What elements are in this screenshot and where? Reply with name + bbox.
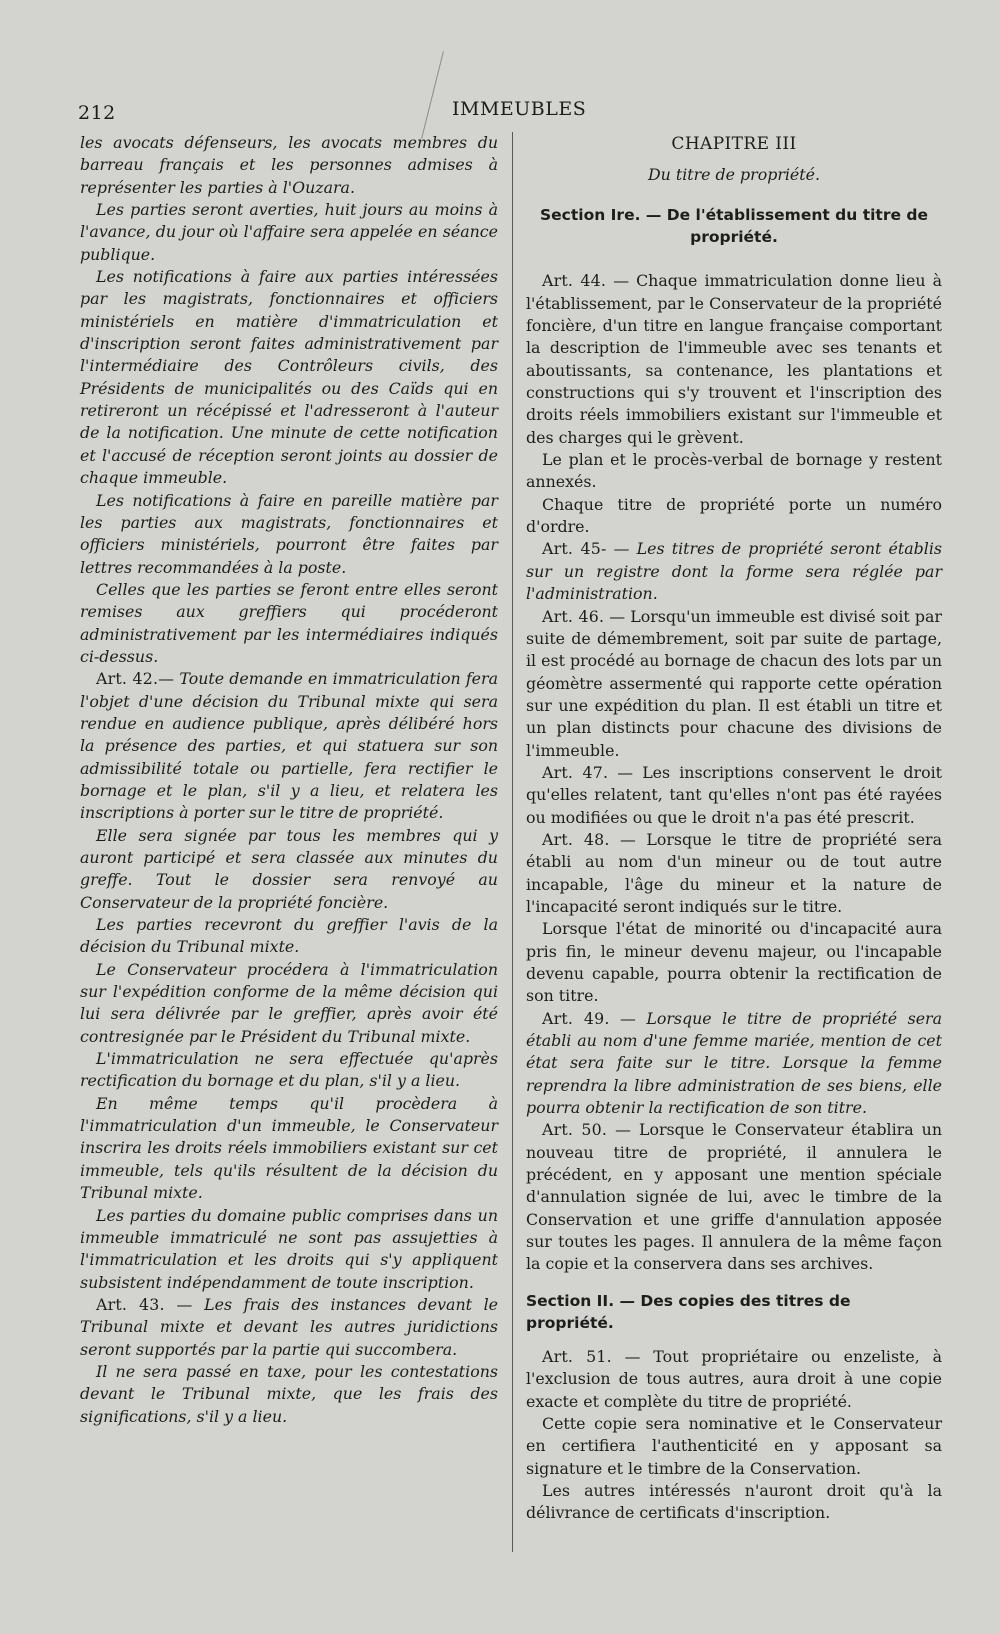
paragraph: [80, 668, 498, 824]
paragraph: [80, 199, 498, 266]
paragraph-text: — Chaque immatriculation donne lieu à l'établissement, par le Conservateur de la propriété foncière, d'un titre en langue française comportant la description de l'immeuble avec ses tenants et aboutissants, sa contenance, les plantations et constructions qui s'y trouvent et l'inscription des droits réels immobiliers existant sur l'immeuble et des charges qui le grèvent.: [526, 271, 942, 447]
article-label: Art. 51.: [542, 1346, 612, 1366]
paragraph-text: Les parties seront averties, huit jours au moins à l'avance, du jour où l'affaire sera appelée en séance publique.: [80, 200, 498, 264]
chapter-title: CHAPITRE III: [671, 134, 797, 154]
paragraph: [80, 490, 498, 579]
paragraph-text: — Les titres de propriété seront établis sur un registre dont la forme sera réglée par l'administration.: [526, 539, 942, 604]
section-heading: Section Ire. — De l'établissement du titre de propriété.: [540, 206, 928, 247]
paragraph: [80, 1093, 498, 1205]
paragraph: [80, 1048, 498, 1093]
paragraph-text: — Lorsque le titre de propriété sera établi au nom d'une femme mariée, mention de cet état sera faite sur le titre. Lorsque la femme reprendra la libre administration de ses biens, elle pourra obtenir la rectification de son titre.: [526, 1008, 943, 1118]
paragraph: [526, 1119, 942, 1275]
paragraph-text: — Les inscriptions conservent le droit qu'elles relatent, tant qu'elles n'ont pas été rayées ou modifiées ou que le droit n'a pas été prescrit.: [526, 762, 942, 827]
paragraph-text: Les autres intéressés n'auront droit qu'à la délivrance de certificats d'inscription.: [526, 1480, 942, 1523]
article-label: Art. 43. —: [96, 1294, 193, 1314]
paragraph: [526, 606, 942, 762]
paragraph-text: Les notifications à faire en pareille matière par les parties aux magistrats, fonctionnaires et officiers ministériels, pourront être faites par lettres recommandées à la poste.: [80, 490, 498, 577]
paragraph-text: — Tout propriétaire ou enzeliste, à l'exclusion de tous autres, aura droit à une copie exacte et complète du titre de propriété.: [526, 1346, 942, 1411]
article-label: Art. 44.: [542, 271, 607, 291]
paragraph: [80, 132, 498, 199]
paragraph: [526, 1346, 942, 1413]
section-body: [526, 1346, 942, 1525]
paragraph-text: les avocats défenseurs, les avocats membres du barreau français et les personnes admises à représenter les parties à l'Ouzara.: [80, 133, 498, 197]
article-label: Art. 42.—: [96, 669, 175, 689]
paragraph: [80, 825, 498, 914]
paragraph: [526, 1413, 942, 1480]
paragraph-text: — Lorsque le Conservateur établira un nouveau titre de propriété, il annulera le précédent, en y apposant une mention spéciale d'annulation signée de lui, avec le timbre de la Conservation et une griffe d'annulation apposée sur toutes les pages. Il annulera de la même façon la copie et la conservera dans ses archives.: [526, 1120, 942, 1274]
paragraph: [80, 579, 498, 668]
paragraph-text: Chaque titre de propriété porte un numéro d'ordre.: [526, 494, 942, 537]
article-label: Art. 47.: [542, 762, 609, 782]
article-label: Art. 45-: [542, 539, 607, 559]
paragraph: [526, 494, 942, 539]
paragraph: [526, 1008, 942, 1120]
paragraph-text: Il ne sera passé en taxe, pour les contestations devant le Tribunal mixte, que les frais des significations, s'il y a lieu.: [80, 1361, 498, 1426]
paragraph-text: — Lorsqu'un immeuble est divisé soit par suite de démembrement, soit par suite de partage, il est procédé au bornage de chacun des lots par un géomètre assermenté qui rapporte cette opération sur une expédition du plan. Il est établi un titre et un plan distincts pour chacune des divisions de l'immeuble.: [526, 606, 942, 760]
paragraph-text: Lorsque l'état de minorité ou d'incapacité aura pris fin, le mineur devenu majeur, ou l'incapable devenu capable, pourra obtenir la rectification de son titre.: [526, 919, 942, 1006]
paragraph: [526, 270, 942, 449]
paragraph-text: — Lorsque le titre de propriété sera établi au nom d'un mineur ou de tout autre incapable, l'âge du mineur et la nature de l'incapacité seront indiqués sur le titre.: [526, 829, 943, 916]
article-label: Art. 46.: [542, 606, 605, 626]
paragraph-text: Le Conservateur procédera à l'immatriculation sur l'expédition conforme de la même décision qui lui sera délivrée par le greffier, après avoir été contresignée par le Président du Tribunal mixte.: [80, 959, 498, 1046]
section-body: [526, 270, 942, 1275]
paragraph-text: Toute demande en immatriculation fera l'objet d'une décision du Tribunal mixte qui sera rendue en audience publique, après délibéré hors la présence des parties, et qui statuera sur son admissibilité totale ou partielle, fera rectifier le bornage et le plan, s'il y a lieu, et relatera les inscriptions à porter sur le titre de propriété.: [80, 669, 498, 823]
paragraph: [80, 959, 498, 1048]
section-heading: Section II. — Des copies des titres de propriété.: [526, 1291, 851, 1332]
paragraph-text: Les frais des instances devant le Tribunal mixte et devant les autres juridictions seront supportés par la partie qui succombera.: [80, 1294, 499, 1359]
paragraph-text: Les parties recevront du greffier l'avis de la décision du Tribunal mixte.: [80, 915, 498, 957]
column-divider: [512, 132, 513, 1552]
chapter-subtitle: Du titre de propriété.: [648, 165, 820, 184]
paragraph-text: L'immatriculation ne sera effectuée qu'après rectification du bornage et du plan, s'il y a lieu.: [80, 1049, 498, 1091]
paragraph-text: Celles que les parties se feront entre elles seront remises aux greffiers qui procéderont administrativement par les intermédiaires indiqués ci-dessus.: [80, 579, 498, 666]
paragraph-text: Les parties du domaine public comprises dans un immeuble immatriculé ne sont pas assujetties à l'immatriculation et les droits qui s'y appliquent subsistent indépendamment de toute inscription.: [80, 1205, 498, 1292]
paragraph: [80, 266, 498, 489]
paragraph: [526, 829, 942, 918]
paragraph: [80, 1294, 498, 1361]
article-label: Art. 49.: [542, 1008, 610, 1028]
paper-mark: [421, 51, 444, 139]
running-title: IMMEUBLES: [452, 98, 587, 120]
paragraph: [80, 914, 498, 959]
paragraph: [526, 918, 942, 1007]
paragraph: [526, 762, 942, 829]
paragraph: [526, 449, 942, 494]
paragraph: [526, 538, 942, 605]
page-number: 212: [78, 102, 116, 124]
paragraph-text: Cette copie sera nominative et le Conservateur en certifiera l'authenticité en y apposant sa signature et le timbre de la Conservation.: [526, 1413, 942, 1478]
left-column: [80, 132, 498, 1428]
paragraph-text: En même temps qu'il procèdera à l'immatriculation d'un immeuble, le Conservateur inscrira les droits réels immobiliers existant sur cet immeuble, tels qu'ils résultent de la décision du Tribunal mixte.: [80, 1093, 498, 1203]
article-label: Art. 50.: [542, 1120, 608, 1140]
paragraph-text: Les notifications à faire aux parties intéressées par les magistrats, fonctionnaires et officiers ministériels en matière d'immatriculation et d'inscription seront faites administrativement par l'intermédiaire des Contrôleurs civils, des Présidents de municipalités ou des Caïds qui en retireront un récépissé et l'adresseront à l'auteur de la notification. Une minute de cette notification et l'accusé de réception seront joints au dossier de chaque immeuble.: [80, 267, 498, 488]
paragraph-text: Le plan et le procès-verbal de bornage y restent annexés.: [526, 450, 942, 492]
paragraph: [526, 1480, 942, 1525]
right-column: [526, 132, 942, 1525]
article-label: Art. 48.: [542, 829, 610, 849]
paragraph: [80, 1205, 498, 1294]
paragraph-text: Elle sera signée par tous les membres qui y auront participé et sera classée aux minutes du greffe. Tout le dossier sera renvoyé au Conservateur de la propriété foncière.: [80, 825, 498, 912]
paragraph: [80, 1361, 498, 1428]
